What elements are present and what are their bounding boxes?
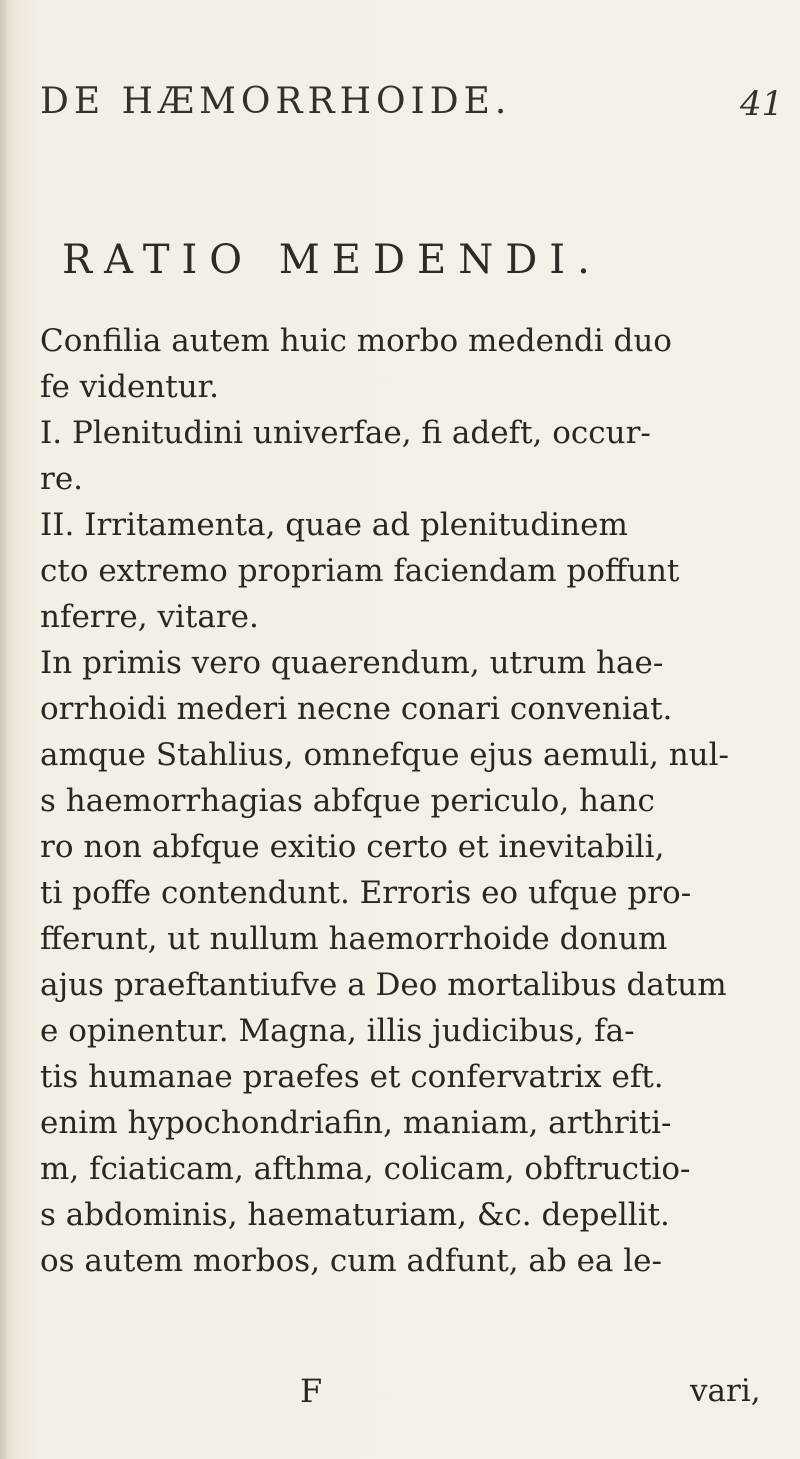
text-line: nferre, vitare. [40,599,259,635]
text-line: cto extremo propriam faciendam poffunt [40,553,680,589]
text-line: os autem morbos, cum adfunt, ab ea le- [40,1243,662,1279]
text-line: amque Stahlius, omnefque ejus aemuli, nul- [40,737,730,773]
text-line: I. Plenitudini univerfae, fi adeft, occur- [40,415,651,451]
text-line: ro non abfque exitio certo et inevitabili, [40,829,665,865]
text-line: orrhoidi mederi necne conari conveniat. [40,691,673,727]
section-title: RATIO MEDENDI. [62,237,602,283]
text-line: e opinentur. Magna, illis judicibus, fa- [40,1013,635,1049]
text-line: enim hypochondriafin, maniam, arthriti- [40,1105,672,1141]
text-line: fe videntur. [40,369,219,405]
page-footer [0,1367,800,1415]
running-head-title: DE HÆMORRHOIDE. [40,81,512,122]
body-text [40,318,790,1284]
signature-mark: F [300,1372,323,1410]
text-line: s haemorrhagias abfque periculo, hanc [40,783,655,819]
catchword: vari, [690,1373,761,1409]
text-line: fferunt, ut nullum haemorrhoide donum [40,921,668,957]
text-line: ajus praeftantiufve a Deo mortalibus datum [40,967,727,1003]
running-head [40,80,784,124]
text-line: In primis vero quaerendum, utrum hae- [40,645,664,681]
text-line: s abdominis, haematuriam, &c. depellit. [40,1197,670,1233]
text-line: ti poffe contendunt. Erroris eo ufque pro- [40,875,692,911]
page-gutter-shadow [0,0,8,1459]
text-line: II. Irritamenta, quae ad plenitudinem [40,507,628,543]
text-line: m, fciaticam, afthma, colicam, obftructio- [40,1151,691,1187]
page-number: 41 [740,84,784,124]
text-line: re. [40,461,84,497]
text-line: tis humanae praefes et confervatrix eft. [40,1059,664,1095]
text-line: Confilia autem huic morbo medendi duo [40,323,672,359]
